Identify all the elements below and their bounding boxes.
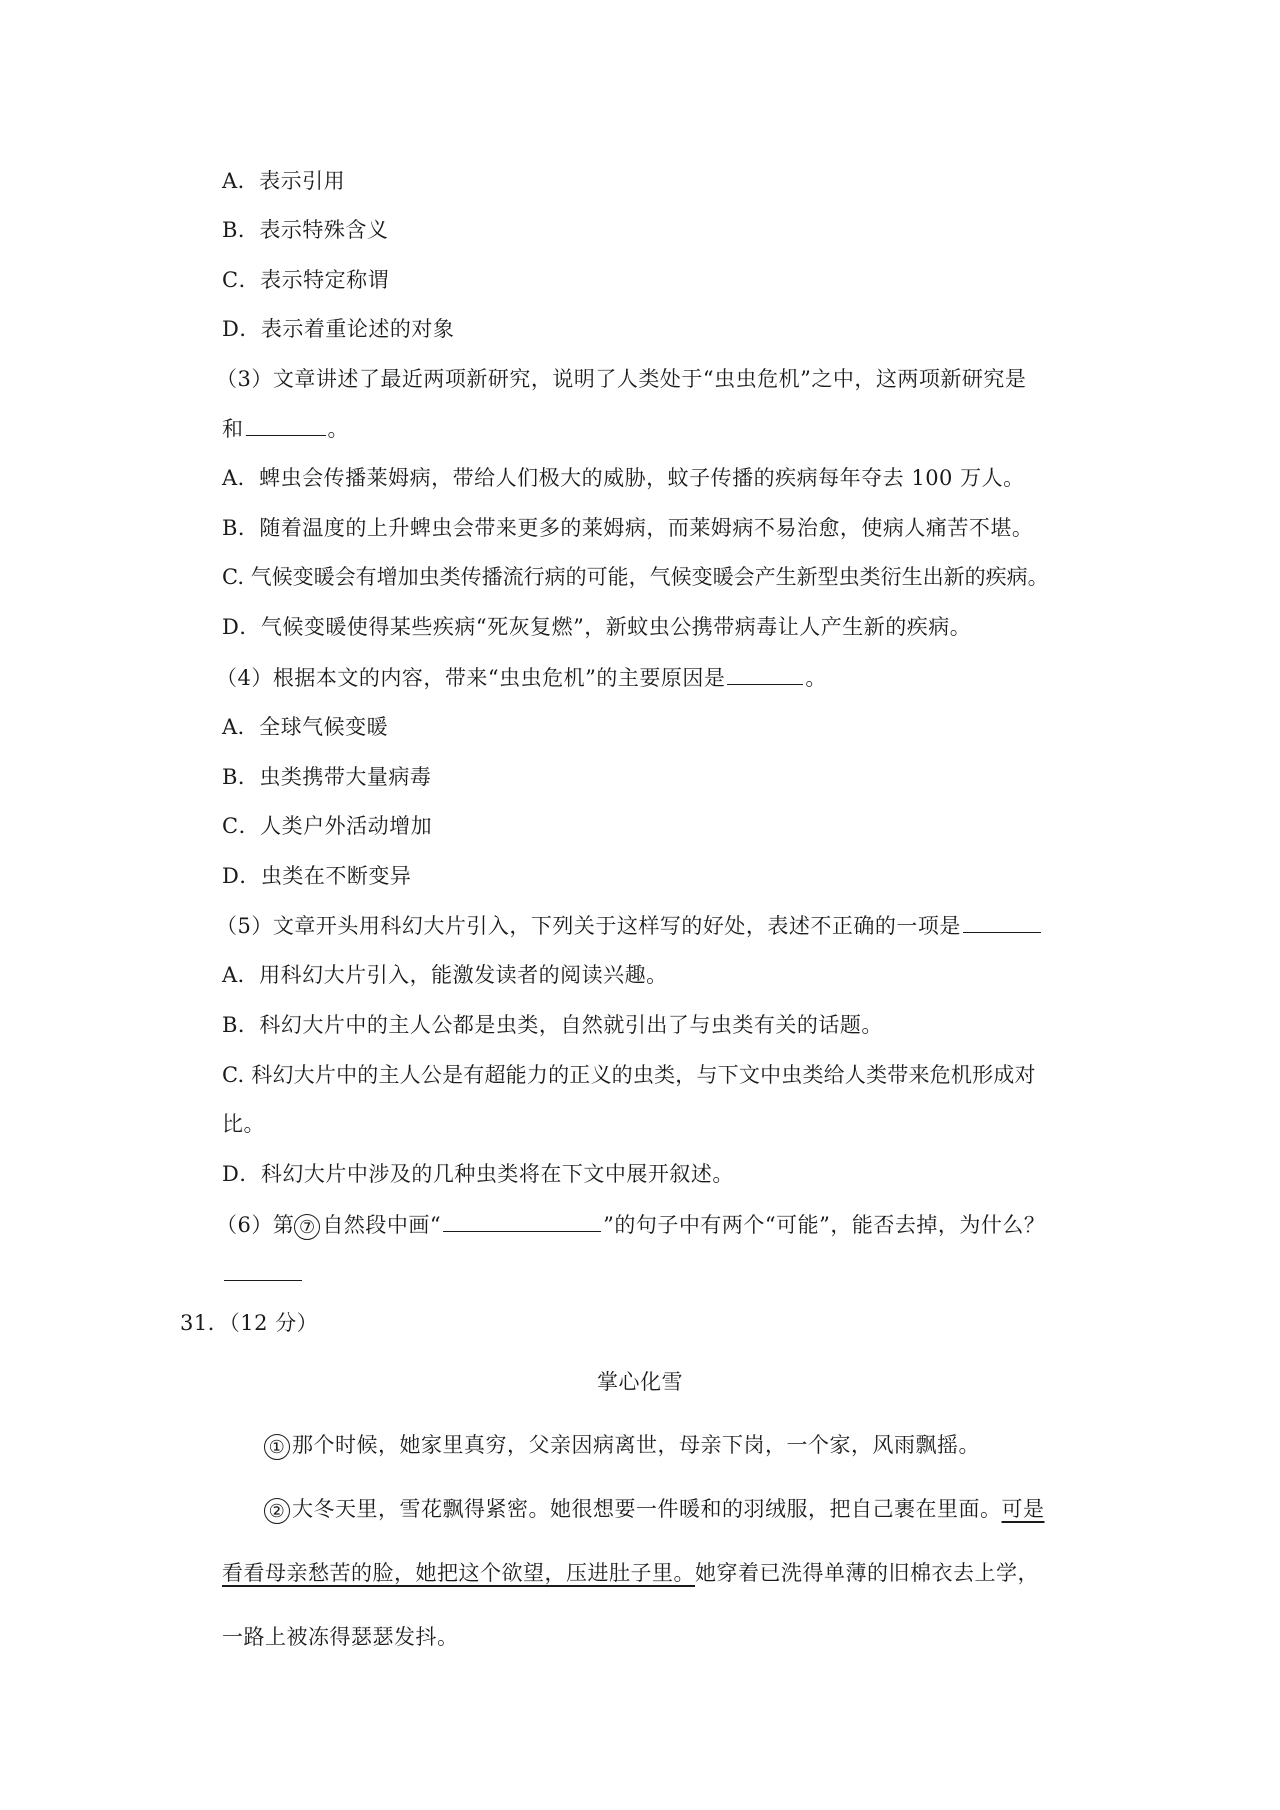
q2-option-d: D．表示着重论述的对象 [222,317,455,341]
q31-p2-number: ② [264,1498,290,1524]
q3-option-a: A．蜱虫会传播莱姆病，带给人们极大的威胁，蚊子传播的疾病每年夺去 100 万人。 [222,466,1025,490]
q5-option-a: A．用科幻大片引入，能激发读者的阅读兴趣。 [222,963,668,987]
q2-option-a: A．表示引用 [222,169,346,193]
q31-p2-text-a: 大冬天里，雪花飘得紧密。她很想要一件暖和的羽绒服，把自己裹在里面。 [292,1497,1002,1521]
q31-p2-text-b: 她穿着已洗得单薄的旧棉衣去上学， [695,1561,1039,1585]
q5-prompt: （5）文章开头用科幻大片引入，下列关于这样写的好处，表述不正确的一项是 [216,914,961,938]
q31-paragraph-1 [264,1430,980,1460]
q3-option-d: D．气候变暖使得某些疾病“死灰复燃”，新蚊虫公携带病毒让人产生新的疾病。 [222,615,972,639]
q4-option-b: B．虫类携带大量病毒 [222,765,432,789]
q31-p2-underlined-b: 看看母亲愁苦的脸，她把这个欲望，压进肚子里。 [222,1561,695,1585]
q3-option-b: B．随着温度的上升蜱虫会带来更多的莱姆病，而莱姆病不易治愈，使病人痛苦不堪。 [222,516,1034,540]
q5-option-c: C. 科幻大片中的主人公是有超能力的正义的虫类，与下文中虫类给人类带来危机形成对 [222,1063,1036,1087]
q4-option-c: C．人类户外活动增加 [222,814,433,838]
q31-p2-underlined-a: 可是 [1001,1497,1045,1521]
q2-option-b: B．表示特殊含义 [222,218,389,242]
q6-paragraph-number: ⑦ [294,1214,320,1240]
q31-paragraph-2-line-3: 一路上被冻得瑟瑟发抖。 [222,1625,459,1649]
q5-prompt-line [216,910,1043,941]
q5-option-d: D．科幻大片中涉及的几种虫类将在下文中展开叙述。 [222,1162,734,1186]
q31-title: 掌心化雪 [597,1370,683,1394]
q4-prompt: （4）根据本文的内容，带来“虫虫危机”的主要原因是 [216,666,726,690]
q6-answer-blank[interactable] [224,1258,302,1281]
q3-prompt-end: 。 [327,417,349,441]
q31-p1-text: 那个时候，她家里真穷，父亲因病离世，母亲下岗，一个家，风雨飘摇。 [292,1433,980,1457]
q3-option-c: C. 气候变暖会有增加虫类传播流行病的可能，气候变暖会产生新型虫类衍生出新的疾病。 [222,565,1049,589]
q6-prefix: （6）第 [216,1213,295,1237]
q3-prompt: （3）文章讲述了最近两项新研究，说明了人类处于“虫虫危机”之中，这两项新研究是 [216,367,1027,391]
q31-p1-number: ① [264,1434,290,1460]
q4-option-d: D．虫类在不断变异 [222,864,412,888]
q5-answer-blank[interactable] [963,910,1041,933]
q5-option-c-cont: 比。 [222,1112,265,1136]
q31-header: 31．（12 分） [180,1311,319,1335]
q5-option-b: B．科幻大片中的主人公都是虫类，自然就引出了与虫类有关的话题。 [222,1013,883,1037]
q4-answer-blank[interactable] [727,662,803,685]
q31-paragraph-2-line-1 [264,1494,1045,1524]
q3-answer-blank[interactable] [246,413,326,436]
q3-prompt-cont-text: 和 [222,417,244,441]
q6-underline-sample [443,1209,601,1232]
q4-prompt-end: 。 [805,666,827,690]
q6-answer-line [222,1258,304,1289]
q2-option-c: C．表示特定称谓 [222,268,390,292]
q4-option-a: A．全球气候变暖 [222,715,389,739]
q31-paragraph-2-line-2 [222,1558,1039,1588]
q4-prompt-line [216,662,827,693]
q6-prompt-line [216,1209,1045,1240]
q3-prompt-cont [222,413,349,444]
q6-suffix: ”的句子中有两个“可能”，能否去掉，为什么？ [603,1213,1046,1237]
q6-mid: 自然段中画“ [322,1213,442,1237]
